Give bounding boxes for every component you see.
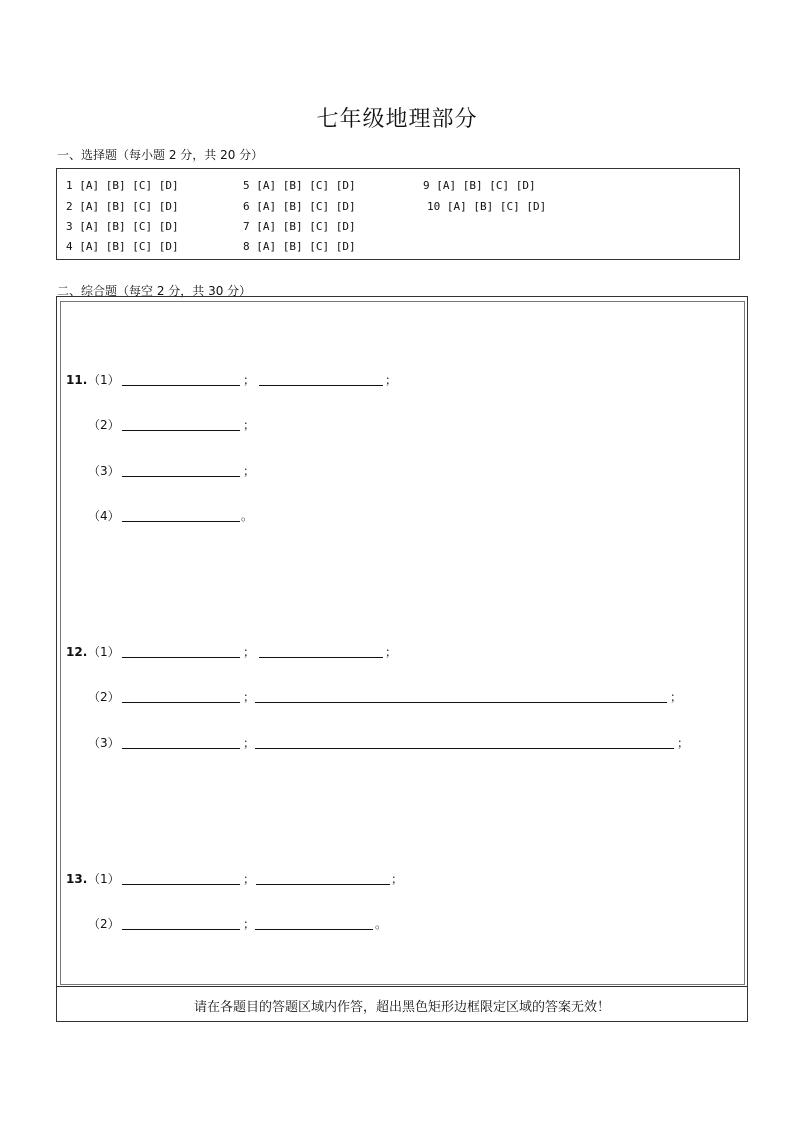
q12-p1-label: （1） xyxy=(88,645,120,659)
choice-item[interactable]: 2 [A] [B] [C] [D] xyxy=(66,200,179,213)
semicolon: ； xyxy=(243,373,256,387)
q11-part3-row xyxy=(88,463,288,479)
choice-item[interactable]: 9 [A] [B] [C] [D] xyxy=(423,179,536,192)
answer-blank[interactable] xyxy=(256,884,390,885)
answer-blank[interactable] xyxy=(122,521,240,522)
section1-heading: 一、选择题（每小题 2 分，共 20 分） xyxy=(57,148,264,162)
semicolon: ； xyxy=(243,872,256,886)
semicolon: ； xyxy=(385,373,398,387)
q13-part1-row xyxy=(66,871,406,887)
q11-p3-label: （3） xyxy=(88,464,120,478)
semicolon: ； xyxy=(243,917,256,931)
semicolon: ； xyxy=(391,872,404,886)
q12-part1-row xyxy=(66,644,406,660)
q11-part2-row xyxy=(88,417,288,433)
choice-item[interactable]: 1 [A] [B] [C] [D] xyxy=(66,179,179,192)
answer-blank-long[interactable] xyxy=(255,702,667,703)
answer-blank[interactable] xyxy=(122,929,240,930)
choice-item[interactable]: 3 [A] [B] [C] [D] xyxy=(66,220,179,233)
q12-number: 12. xyxy=(66,645,88,659)
answer-blank[interactable] xyxy=(122,702,240,703)
q11-number: 11. xyxy=(66,373,88,387)
q12-p2-label: （2） xyxy=(88,690,120,704)
answer-blank[interactable] xyxy=(122,884,240,885)
semicolon: ； xyxy=(243,645,256,659)
q12-part2-row xyxy=(88,689,688,705)
period: 。 xyxy=(241,509,254,523)
q12-p3-label: （3） xyxy=(88,736,120,750)
answer-blank[interactable] xyxy=(122,748,240,749)
semicolon: ； xyxy=(243,418,256,432)
answer-blank[interactable] xyxy=(122,657,240,658)
footer-divider xyxy=(57,986,747,987)
choice-answer-box xyxy=(56,168,740,260)
q13-p2-label: （2） xyxy=(88,917,120,931)
section2-heading: 二、综合题（每空 2 分，共 30 分） xyxy=(57,284,252,298)
choice-item[interactable]: 7 [A] [B] [C] [D] xyxy=(243,220,356,233)
semicolon: ； xyxy=(243,736,256,750)
choice-item[interactable]: 10 [A] [B] [C] [D] xyxy=(427,200,547,213)
q11-part4-row xyxy=(88,508,288,524)
answer-blank[interactable] xyxy=(122,430,240,431)
q13-p1-label: （1） xyxy=(88,872,120,886)
q11-p4-label: （4） xyxy=(88,509,120,523)
page-title: 七年级地理部分 xyxy=(316,107,478,132)
choice-item[interactable]: 5 [A] [B] [C] [D] xyxy=(243,179,356,192)
q12-part3-row xyxy=(88,735,698,751)
answer-blank[interactable] xyxy=(122,385,240,386)
semicolon: ； xyxy=(670,690,683,704)
answer-blank[interactable] xyxy=(259,385,383,386)
q11-part1-row xyxy=(66,372,406,388)
semicolon: ； xyxy=(243,690,256,704)
q11-p1-label: （1） xyxy=(88,373,120,387)
q13-number: 13. xyxy=(66,872,88,886)
choice-item[interactable]: 4 [A] [B] [C] [D] xyxy=(66,240,179,253)
answer-blank[interactable] xyxy=(259,657,383,658)
footer-notice: 请在各题目的答题区域内作答，超出黑色矩形边框限定区域的答案无效！ xyxy=(193,1000,610,1015)
q11-p2-label: （2） xyxy=(88,418,120,432)
choice-item[interactable]: 6 [A] [B] [C] [D] xyxy=(243,200,356,213)
answer-blank[interactable] xyxy=(255,929,373,930)
choice-item[interactable]: 8 [A] [B] [C] [D] xyxy=(243,240,356,253)
answer-blank-long[interactable] xyxy=(255,748,674,749)
q13-part2-row xyxy=(88,916,408,932)
semicolon: ； xyxy=(385,645,398,659)
answer-blank[interactable] xyxy=(122,476,240,477)
semicolon: ； xyxy=(243,464,256,478)
semicolon: ； xyxy=(677,736,690,750)
period: 。 xyxy=(375,917,388,931)
